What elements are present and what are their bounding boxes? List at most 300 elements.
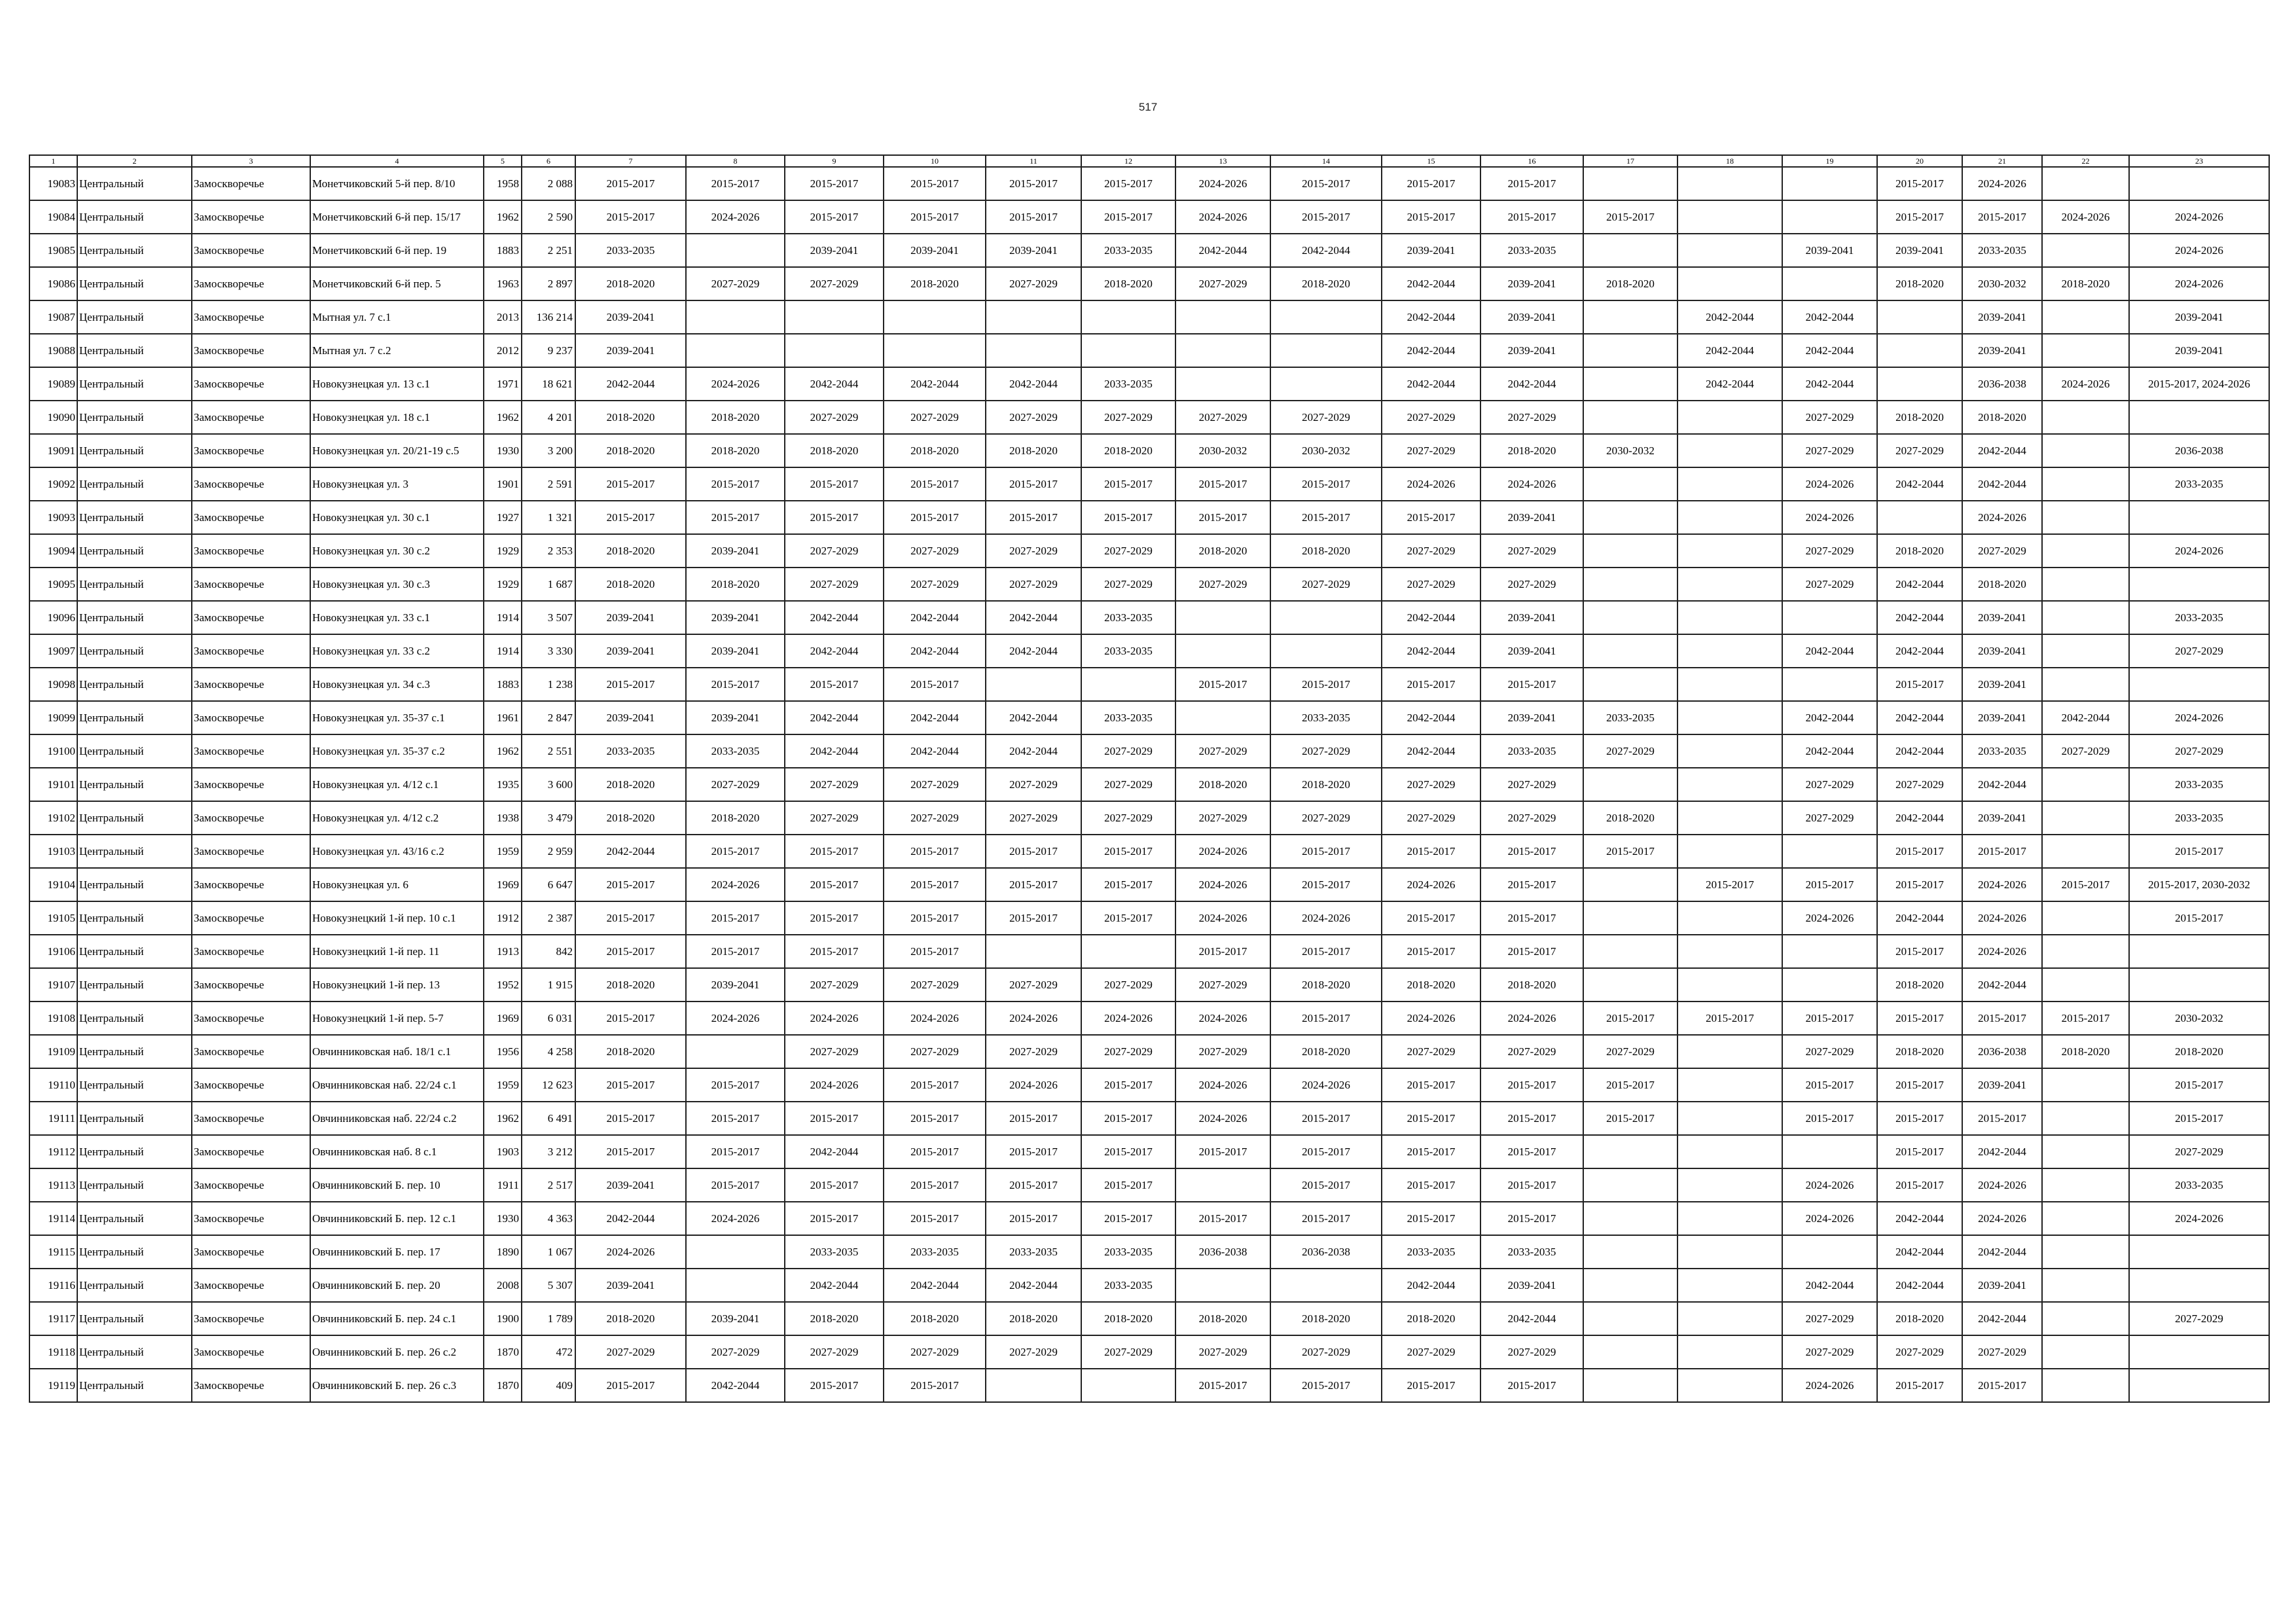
period-cell: 2024-2026 bbox=[575, 1235, 686, 1269]
table-row bbox=[29, 1035, 2269, 1068]
floor-area-cell: 2 251 bbox=[522, 234, 575, 267]
address-cell: Монетчиковский 5-й пер. 8/10 bbox=[310, 167, 484, 200]
period-cell: 2030-2032 bbox=[1962, 267, 2042, 300]
table-row bbox=[29, 668, 2269, 701]
period-cell: 2042-2044 bbox=[884, 367, 986, 401]
build-year-cell: 1962 bbox=[484, 401, 522, 434]
column-number-header: 21 bbox=[1962, 155, 2042, 167]
table-row bbox=[29, 935, 2269, 968]
period-cell: 2027-2029 bbox=[2129, 1302, 2269, 1335]
period-cell: 2015-2017 bbox=[884, 200, 986, 234]
period-cell: 2018-2020 bbox=[1175, 534, 1270, 568]
period-cell: 2015-2017 bbox=[1382, 167, 1480, 200]
period-cell: 2018-2020 bbox=[575, 1035, 686, 1068]
period-cell bbox=[2042, 534, 2129, 568]
floor-area-cell: 6 031 bbox=[522, 1001, 575, 1035]
floor-area-cell: 2 353 bbox=[522, 534, 575, 568]
period-cell bbox=[1782, 935, 1877, 968]
address-cell: Овчинниковская наб. 22/24 с.2 bbox=[310, 1102, 484, 1135]
period-cell bbox=[2042, 601, 2129, 634]
period-cell: 2039-2041 bbox=[1480, 601, 1583, 634]
period-cell: 2024-2026 bbox=[1782, 467, 1877, 501]
period-cell: 2042-2044 bbox=[1962, 968, 2042, 1001]
period-cell: 2024-2026 bbox=[1081, 1001, 1175, 1035]
period-cell: 2033-2035 bbox=[1583, 701, 1677, 734]
table-row bbox=[29, 1269, 2269, 1302]
neighborhood-cell: Замоскворечье bbox=[192, 634, 310, 668]
period-cell: 2015-2017 bbox=[575, 200, 686, 234]
period-cell: 2042-2044 bbox=[1677, 334, 1782, 367]
period-cell: 2039-2041 bbox=[1480, 267, 1583, 300]
record-id-cell: 19089 bbox=[29, 367, 77, 401]
table-row bbox=[29, 234, 2269, 267]
floor-area-cell: 5 307 bbox=[522, 1269, 575, 1302]
period-cell: 2015-2017 bbox=[1270, 1202, 1382, 1235]
period-cell: 2027-2029 bbox=[1782, 568, 1877, 601]
period-cell: 2033-2035 bbox=[1081, 367, 1175, 401]
period-cell: 2042-2044 bbox=[1962, 1235, 2042, 1269]
column-number-header: 22 bbox=[2042, 155, 2129, 167]
district-cell: Центральный bbox=[77, 901, 192, 935]
register-table-container bbox=[29, 154, 2269, 1403]
period-cell: 2042-2044 bbox=[1782, 1269, 1877, 1302]
column-number-header: 23 bbox=[2129, 155, 2269, 167]
period-cell: 2015-2017 bbox=[575, 868, 686, 901]
district-cell: Центральный bbox=[77, 300, 192, 334]
period-cell: 2039-2041 bbox=[575, 334, 686, 367]
period-cell: 2015-2017 bbox=[2129, 1068, 2269, 1102]
period-cell: 2015-2017 bbox=[686, 167, 785, 200]
period-cell: 2027-2029 bbox=[884, 534, 986, 568]
district-cell: Центральный bbox=[77, 601, 192, 634]
period-cell: 2033-2035 bbox=[1081, 1269, 1175, 1302]
period-cell: 2027-2029 bbox=[1270, 1335, 1382, 1369]
period-cell: 2015-2017 bbox=[1382, 1369, 1480, 1402]
period-cell: 2027-2029 bbox=[1081, 568, 1175, 601]
period-cell bbox=[1677, 901, 1782, 935]
period-cell bbox=[1270, 634, 1382, 668]
period-cell: 2015-2017 bbox=[1583, 1068, 1677, 1102]
period-cell: 2039-2041 bbox=[1962, 701, 2042, 734]
period-cell bbox=[2129, 968, 2269, 1001]
period-cell: 2015-2017 bbox=[1175, 1369, 1270, 1402]
period-cell bbox=[1583, 334, 1677, 367]
district-cell: Центральный bbox=[77, 835, 192, 868]
period-cell: 2015-2017 bbox=[1382, 1202, 1480, 1235]
period-cell bbox=[1175, 300, 1270, 334]
period-cell bbox=[1677, 601, 1782, 634]
record-id-cell: 19118 bbox=[29, 1335, 77, 1369]
table-row bbox=[29, 768, 2269, 801]
period-cell: 2027-2029 bbox=[785, 568, 884, 601]
period-cell: 2024-2026 bbox=[1270, 1068, 1382, 1102]
period-cell: 2015-2017 bbox=[1677, 868, 1782, 901]
period-cell: 2015-2017 bbox=[1382, 1135, 1480, 1168]
period-cell bbox=[1583, 668, 1677, 701]
period-cell: 2027-2029 bbox=[2129, 634, 2269, 668]
period-cell: 2027-2029 bbox=[1081, 734, 1175, 768]
floor-area-cell: 12 623 bbox=[522, 1068, 575, 1102]
district-cell: Центральный bbox=[77, 501, 192, 534]
period-cell: 2015-2017 bbox=[1480, 668, 1583, 701]
period-cell: 2015-2017 bbox=[1270, 1135, 1382, 1168]
period-cell: 2015-2017 bbox=[575, 668, 686, 701]
page-number: 517 bbox=[1138, 101, 1158, 113]
period-cell: 2042-2044 bbox=[1962, 434, 2042, 467]
period-cell: 2015-2017 bbox=[1175, 1135, 1270, 1168]
period-cell bbox=[2042, 1068, 2129, 1102]
period-cell bbox=[1677, 234, 1782, 267]
period-cell bbox=[2042, 1202, 2129, 1235]
period-cell: 2027-2029 bbox=[1382, 1335, 1480, 1369]
period-cell: 2024-2026 bbox=[1962, 868, 2042, 901]
district-cell: Центральный bbox=[77, 267, 192, 300]
build-year-cell: 1962 bbox=[484, 200, 522, 234]
record-id-cell: 19098 bbox=[29, 668, 77, 701]
period-cell: 2015-2017 bbox=[1081, 167, 1175, 200]
period-cell bbox=[2129, 501, 2269, 534]
period-cell: 2039-2041 bbox=[1962, 801, 2042, 835]
period-cell: 2030-2032 bbox=[1270, 434, 1382, 467]
neighborhood-cell: Замоскворечье bbox=[192, 267, 310, 300]
district-cell: Центральный bbox=[77, 334, 192, 367]
neighborhood-cell: Замоскворечье bbox=[192, 367, 310, 401]
column-number-header: 3 bbox=[192, 155, 310, 167]
period-cell: 2027-2029 bbox=[785, 968, 884, 1001]
period-cell bbox=[1081, 334, 1175, 367]
period-cell: 2027-2029 bbox=[785, 401, 884, 434]
period-cell: 2030-2032 bbox=[1175, 434, 1270, 467]
period-cell: 2018-2020 bbox=[1583, 801, 1677, 835]
period-cell: 2024-2026 bbox=[686, 1202, 785, 1235]
build-year-cell: 1890 bbox=[484, 1235, 522, 1269]
period-cell bbox=[1677, 434, 1782, 467]
period-cell: 2015-2017 bbox=[785, 835, 884, 868]
period-cell bbox=[1175, 1168, 1270, 1202]
build-year-cell: 1958 bbox=[484, 167, 522, 200]
period-cell: 2033-2035 bbox=[2129, 1168, 2269, 1202]
floor-area-cell: 4 201 bbox=[522, 401, 575, 434]
table-row bbox=[29, 300, 2269, 334]
period-cell: 2036-2038 bbox=[1962, 367, 2042, 401]
period-cell bbox=[884, 300, 986, 334]
period-cell: 2015-2017 bbox=[884, 167, 986, 200]
period-cell: 2015-2017 bbox=[884, 901, 986, 935]
period-cell: 2039-2041 bbox=[686, 1302, 785, 1335]
district-cell: Центральный bbox=[77, 467, 192, 501]
period-cell: 2027-2029 bbox=[1081, 768, 1175, 801]
period-cell: 2033-2035 bbox=[1480, 234, 1583, 267]
period-cell: 2015-2017 bbox=[1480, 1068, 1583, 1102]
period-cell: 2015-2017 bbox=[1382, 935, 1480, 968]
record-id-cell: 19108 bbox=[29, 1001, 77, 1035]
period-cell: 2018-2020 bbox=[1382, 1302, 1480, 1335]
period-cell: 2024-2026 bbox=[2129, 701, 2269, 734]
neighborhood-cell: Замоскворечье bbox=[192, 1168, 310, 1202]
build-year-cell: 1903 bbox=[484, 1135, 522, 1168]
neighborhood-cell: Замоскворечье bbox=[192, 167, 310, 200]
district-cell: Центральный bbox=[77, 801, 192, 835]
district-cell: Центральный bbox=[77, 1269, 192, 1302]
period-cell bbox=[2042, 768, 2129, 801]
period-cell: 2018-2020 bbox=[2042, 267, 2129, 300]
period-cell bbox=[1782, 968, 1877, 1001]
build-year-cell: 1969 bbox=[484, 1001, 522, 1035]
district-cell: Центральный bbox=[77, 1068, 192, 1102]
period-cell: 2018-2020 bbox=[1877, 1302, 1962, 1335]
period-cell bbox=[1677, 634, 1782, 668]
period-cell bbox=[1782, 267, 1877, 300]
period-cell: 2015-2017 bbox=[986, 501, 1081, 534]
table-row bbox=[29, 734, 2269, 768]
period-cell bbox=[1677, 1102, 1782, 1135]
neighborhood-cell: Замоскворечье bbox=[192, 968, 310, 1001]
period-cell bbox=[1677, 1335, 1782, 1369]
period-cell: 2027-2029 bbox=[1782, 801, 1877, 835]
period-cell: 2015-2017 bbox=[1877, 1001, 1962, 1035]
period-cell: 2015-2017 bbox=[1962, 200, 2042, 234]
period-cell bbox=[1175, 334, 1270, 367]
period-cell: 2039-2041 bbox=[2129, 334, 2269, 367]
district-cell: Центральный bbox=[77, 868, 192, 901]
period-cell bbox=[1677, 534, 1782, 568]
period-cell: 2036-2038 bbox=[2129, 434, 2269, 467]
build-year-cell: 1930 bbox=[484, 1202, 522, 1235]
period-cell: 2015-2017 bbox=[1877, 167, 1962, 200]
table-row bbox=[29, 1302, 2269, 1335]
district-cell: Центральный bbox=[77, 1235, 192, 1269]
period-cell: 2015-2017 bbox=[1081, 1102, 1175, 1135]
period-cell bbox=[1677, 1035, 1782, 1068]
table-row bbox=[29, 634, 2269, 668]
period-cell: 2039-2041 bbox=[575, 634, 686, 668]
period-cell: 2027-2029 bbox=[2129, 1135, 2269, 1168]
table-row bbox=[29, 334, 2269, 367]
period-cell: 2024-2026 bbox=[1382, 1001, 1480, 1035]
table-body bbox=[29, 167, 2269, 1402]
table-row bbox=[29, 267, 2269, 300]
record-id-cell: 19096 bbox=[29, 601, 77, 634]
period-cell: 2027-2029 bbox=[1175, 267, 1270, 300]
period-cell: 2024-2026 bbox=[785, 1068, 884, 1102]
period-cell bbox=[2129, 1235, 2269, 1269]
period-cell: 2042-2044 bbox=[1270, 234, 1382, 267]
period-cell: 2024-2026 bbox=[1175, 901, 1270, 935]
column-number-header: 7 bbox=[575, 155, 686, 167]
build-year-cell: 1938 bbox=[484, 801, 522, 835]
address-cell: Новокузнецкая ул. 20/21-19 с.5 bbox=[310, 434, 484, 467]
neighborhood-cell: Замоскворечье bbox=[192, 1001, 310, 1035]
period-cell: 2015-2017 bbox=[1480, 1369, 1583, 1402]
period-cell: 2015-2017 bbox=[1270, 668, 1382, 701]
address-cell: Новокузнецкая ул. 33 с.1 bbox=[310, 601, 484, 634]
period-cell: 2015-2017 bbox=[686, 467, 785, 501]
period-cell bbox=[1677, 167, 1782, 200]
period-cell: 2015-2017 bbox=[1270, 935, 1382, 968]
period-cell: 2042-2044 bbox=[1382, 734, 1480, 768]
column-number-header: 16 bbox=[1480, 155, 1583, 167]
period-cell: 2039-2041 bbox=[1962, 300, 2042, 334]
record-id-cell: 19083 bbox=[29, 167, 77, 200]
period-cell: 2015-2017 bbox=[1782, 1068, 1877, 1102]
period-cell: 2015-2017 bbox=[1081, 1202, 1175, 1235]
period-cell: 2036-2038 bbox=[1175, 1235, 1270, 1269]
period-cell: 2015-2017 bbox=[1270, 501, 1382, 534]
period-cell: 2042-2044 bbox=[1382, 1269, 1480, 1302]
period-cell bbox=[1583, 901, 1677, 935]
period-cell bbox=[1583, 1135, 1677, 1168]
period-cell: 2018-2020 bbox=[1270, 534, 1382, 568]
table-row bbox=[29, 1235, 2269, 1269]
period-cell: 2042-2044 bbox=[1382, 367, 1480, 401]
period-cell: 2018-2020 bbox=[575, 534, 686, 568]
period-cell: 2042-2044 bbox=[1382, 334, 1480, 367]
period-cell bbox=[2042, 634, 2129, 668]
neighborhood-cell: Замоскворечье bbox=[192, 734, 310, 768]
period-cell: 2015-2017 bbox=[785, 167, 884, 200]
floor-area-cell: 2 591 bbox=[522, 467, 575, 501]
floor-area-cell: 2 517 bbox=[522, 1168, 575, 1202]
period-cell: 2042-2044 bbox=[1962, 1135, 2042, 1168]
period-cell: 2024-2026 bbox=[1382, 868, 1480, 901]
period-cell bbox=[1081, 1369, 1175, 1402]
period-cell: 2042-2044 bbox=[575, 367, 686, 401]
period-cell: 2015-2017 bbox=[1270, 868, 1382, 901]
period-cell: 2039-2041 bbox=[1962, 334, 2042, 367]
build-year-cell: 1969 bbox=[484, 868, 522, 901]
floor-area-cell: 6 647 bbox=[522, 868, 575, 901]
column-number-header: 20 bbox=[1877, 155, 1962, 167]
neighborhood-cell: Замоскворечье bbox=[192, 434, 310, 467]
period-cell bbox=[1677, 1168, 1782, 1202]
period-cell: 2015-2017 bbox=[884, 1168, 986, 1202]
period-cell: 2015-2017 bbox=[686, 1068, 785, 1102]
floor-area-cell: 1 067 bbox=[522, 1235, 575, 1269]
period-cell: 2015-2017 bbox=[1877, 200, 1962, 234]
period-cell: 2027-2029 bbox=[1480, 1035, 1583, 1068]
period-cell: 2024-2026 bbox=[1480, 467, 1583, 501]
period-cell: 2018-2020 bbox=[1175, 1302, 1270, 1335]
address-cell: Новокузнецкий 1-й пер. 13 bbox=[310, 968, 484, 1001]
address-cell: Овчинниковская наб. 8 с.1 bbox=[310, 1135, 484, 1168]
period-cell: 2018-2020 bbox=[575, 267, 686, 300]
floor-area-cell: 1 915 bbox=[522, 968, 575, 1001]
period-cell: 2042-2044 bbox=[884, 634, 986, 668]
period-cell: 2042-2044 bbox=[1877, 1235, 1962, 1269]
address-cell: Новокузнецкий 1-й пер. 5-7 bbox=[310, 1001, 484, 1035]
period-cell: 2015-2017 bbox=[1175, 501, 1270, 534]
build-year-cell: 2008 bbox=[484, 1269, 522, 1302]
period-cell bbox=[1583, 1369, 1677, 1402]
address-cell: Новокузнецкая ул. 35-37 с.1 bbox=[310, 701, 484, 734]
period-cell bbox=[1583, 367, 1677, 401]
district-cell: Центральный bbox=[77, 668, 192, 701]
period-cell: 2033-2035 bbox=[785, 1235, 884, 1269]
period-cell: 2015-2017 bbox=[1270, 167, 1382, 200]
table-row bbox=[29, 1335, 2269, 1369]
period-cell: 2018-2020 bbox=[884, 267, 986, 300]
period-cell: 2015-2017 bbox=[1583, 1102, 1677, 1135]
period-cell: 2015-2017 bbox=[1175, 467, 1270, 501]
floor-area-cell: 1 789 bbox=[522, 1302, 575, 1335]
period-cell bbox=[1175, 701, 1270, 734]
period-cell bbox=[1583, 167, 1677, 200]
period-cell bbox=[1877, 367, 1962, 401]
period-cell: 2015-2017 bbox=[884, 467, 986, 501]
period-cell: 2015-2017 bbox=[1081, 1135, 1175, 1168]
period-cell: 2015-2017 bbox=[884, 1202, 986, 1235]
period-cell: 2027-2029 bbox=[2042, 734, 2129, 768]
period-cell: 2015-2017 bbox=[986, 1168, 1081, 1202]
period-cell bbox=[1583, 935, 1677, 968]
period-cell: 2027-2029 bbox=[1782, 1302, 1877, 1335]
period-cell bbox=[2042, 935, 2129, 968]
district-cell: Центральный bbox=[77, 1135, 192, 1168]
floor-area-cell: 3 212 bbox=[522, 1135, 575, 1168]
period-cell bbox=[1175, 367, 1270, 401]
period-cell: 2015-2017 bbox=[575, 501, 686, 534]
period-cell bbox=[1175, 634, 1270, 668]
period-cell: 2015-2017 bbox=[1081, 835, 1175, 868]
floor-area-cell: 472 bbox=[522, 1335, 575, 1369]
district-cell: Центральный bbox=[77, 701, 192, 734]
period-cell: 2042-2044 bbox=[1877, 634, 1962, 668]
period-cell: 2030-2032 bbox=[2129, 1001, 2269, 1035]
period-cell: 2027-2029 bbox=[1175, 968, 1270, 1001]
period-cell: 2018-2020 bbox=[2042, 1035, 2129, 1068]
period-cell: 2033-2035 bbox=[1270, 701, 1382, 734]
period-cell: 2015-2017 bbox=[1877, 1102, 1962, 1135]
period-cell: 2024-2026 bbox=[1175, 868, 1270, 901]
period-cell: 2042-2044 bbox=[1382, 701, 1480, 734]
floor-area-cell: 1 238 bbox=[522, 668, 575, 701]
record-id-cell: 19102 bbox=[29, 801, 77, 835]
period-cell: 2039-2041 bbox=[686, 701, 785, 734]
period-cell: 2027-2029 bbox=[1270, 801, 1382, 835]
table-row bbox=[29, 601, 2269, 634]
period-cell: 2042-2044 bbox=[785, 367, 884, 401]
period-cell bbox=[2042, 434, 2129, 467]
address-cell: Монетчиковский 6-й пер. 19 bbox=[310, 234, 484, 267]
period-cell: 2042-2044 bbox=[1382, 267, 1480, 300]
period-cell: 2015-2017 bbox=[785, 668, 884, 701]
period-cell: 2027-2029 bbox=[884, 568, 986, 601]
period-cell: 2027-2029 bbox=[1962, 1335, 2042, 1369]
period-cell: 2039-2041 bbox=[1480, 634, 1583, 668]
period-cell: 2024-2026 bbox=[686, 868, 785, 901]
period-cell: 2018-2020 bbox=[1175, 768, 1270, 801]
period-cell bbox=[1583, 1302, 1677, 1335]
period-cell: 2018-2020 bbox=[1962, 401, 2042, 434]
period-cell: 2018-2020 bbox=[575, 768, 686, 801]
period-cell: 2015-2017 bbox=[1382, 835, 1480, 868]
period-cell: 2042-2044 bbox=[1382, 601, 1480, 634]
period-cell: 2039-2041 bbox=[1480, 300, 1583, 334]
district-cell: Центральный bbox=[77, 768, 192, 801]
period-cell bbox=[1677, 1202, 1782, 1235]
period-cell: 2027-2029 bbox=[1480, 1335, 1583, 1369]
period-cell: 2015-2017 bbox=[986, 1135, 1081, 1168]
period-cell: 2015-2017, 2030-2032 bbox=[2129, 868, 2269, 901]
period-cell bbox=[2129, 167, 2269, 200]
period-cell: 2024-2026 bbox=[1782, 901, 1877, 935]
period-cell: 2015-2017 bbox=[884, 935, 986, 968]
period-cell bbox=[686, 300, 785, 334]
period-cell: 2015-2017 bbox=[1175, 1202, 1270, 1235]
column-number-header: 5 bbox=[484, 155, 522, 167]
neighborhood-cell: Замоскворечье bbox=[192, 200, 310, 234]
period-cell: 2027-2029 bbox=[1382, 434, 1480, 467]
